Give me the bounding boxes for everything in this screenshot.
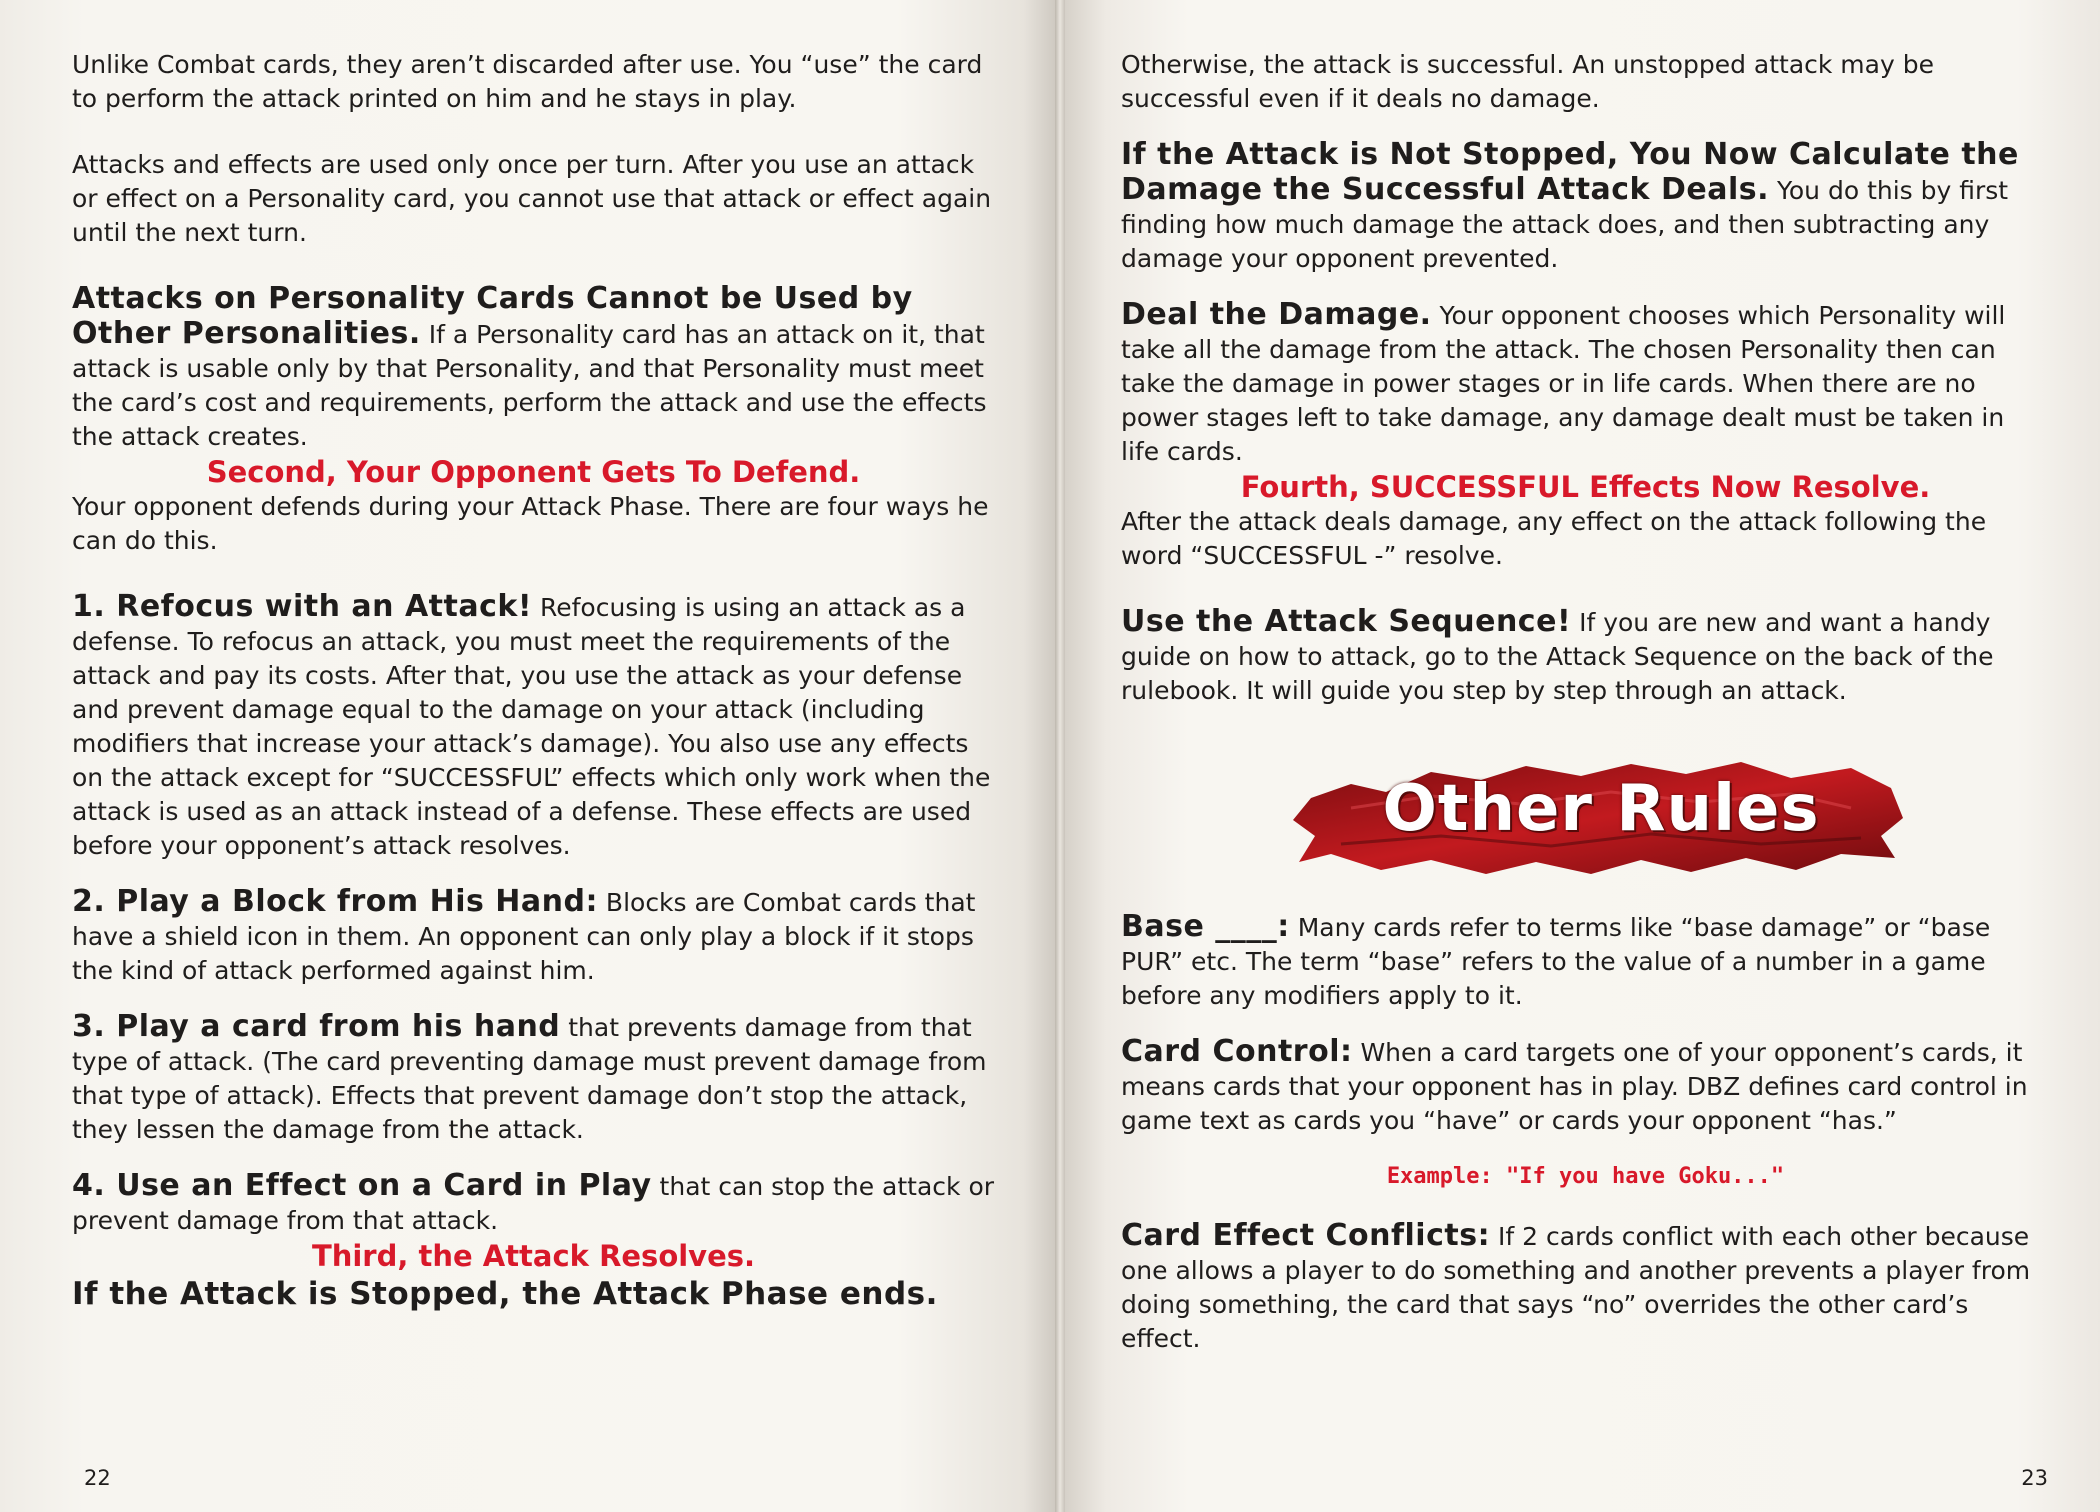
heading-fourth-successful: Fourth, SUCCESSFUL Effects Now Resolve. <box>1240 470 1931 504</box>
page-number-right: 23 <box>2021 1466 2048 1490</box>
text-card-effect-conflicts: If 2 cards conflict with each other because one allows a player to do something and another prevents a player from doing something, the card that says “no” overrides the other card’s effect. <box>1121 1222 2031 1353</box>
heading-third-resolves: Third, the Attack Resolves. <box>311 1239 756 1273</box>
paragraph-successful-effects: After the attack deals damage, any effect on the attack following the word “SUCCESSFUL -” resolve. <box>1121 507 1987 570</box>
heading-attacks-on-personality: Attacks on Personality Cards Cannot be Used by Other Personalities. <box>72 281 913 351</box>
paragraph-defend-intro: Your opponent defends during your Attack Phase. There are four ways he can do this. <box>72 492 989 555</box>
text-attack-stopped: If the Attack is Stopped, the Attack Phase ends. <box>72 1276 938 1312</box>
section-attacks-on-personality <box>72 282 995 454</box>
other-rules-banner <box>1291 758 1911 878</box>
text-card-control: When a card targets one of your opponent’s cards, it means cards that your opponent has in play. DBZ defines card control in game text as cards you “have” or cards your opponent “has.” <box>1121 1038 2028 1135</box>
paragraph-combat-cards: Unlike Combat cards, they aren’t discarded after use. You “use” the card to perform the attack printed on him and he stays in play. <box>72 50 983 113</box>
text-base: Many cards refer to terms like “base damage” or “base PUR” etc. The term “base” refers to the value of a number in a game before any modifiers apply to it. <box>1121 913 1991 1010</box>
right-page <box>1065 0 2100 1512</box>
heading-attack-sequence: Use the Attack Sequence! <box>1121 604 1572 639</box>
defense-option-refocus <box>72 590 995 863</box>
binding-gutter <box>1055 0 1065 1512</box>
page-number-left: 22 <box>84 1466 111 1490</box>
text-refocus: Refocusing is using an attack as a defense. To refocus an attack, you must meet the requirements of the attack and pay its costs. After that, you use the attack as your defense and prevent damage equal to the damage on your attack (including modifiers that increase your attack’s damage). You also use any effects on the attack except for “SUCCESSFUL” effects which only work when the attack is used as an attack instead of a defense. These effects are used before your opponent’s attack resolves. <box>72 593 991 860</box>
text-effect-in-play: that can stop the attack or prevent damage from that attack. <box>72 1172 995 1235</box>
heading-card-control: Card Control: <box>1121 1034 1353 1069</box>
defense-option-prevent-card <box>72 1010 995 1147</box>
section-calculate-damage <box>1121 138 2050 276</box>
paragraph-once-per-turn: Attacks and effects are used only once per turn. After you use an attack or effect on a Personality card, you cannot use that attack or effect again until the next turn. <box>72 150 992 247</box>
section-attack-sequence <box>1121 605 2050 708</box>
text-block: Blocks are Combat cards that have a shield icon in them. An opponent can only play a block if it stops the kind of attack performed against him. <box>72 888 976 985</box>
heading-calculate-damage: If the Attack is Not Stopped, You Now Calculate the Damage the Successful Attack Deals. <box>1121 137 2019 207</box>
heading-base: Base ____: <box>1121 909 1290 944</box>
section-deal-damage <box>1121 298 2050 469</box>
section-card-effect-conflicts <box>1121 1219 2050 1356</box>
defense-option-effect <box>72 1169 995 1238</box>
heading-deal-damage: Deal the Damage. <box>1121 297 1432 332</box>
heading-block: 2. Play a Block from His Hand: <box>72 884 598 919</box>
banner-title: Other Rules <box>1382 772 1820 846</box>
text-attack-sequence: If you are new and want a handy guide on how to attack, go to the Attack Sequence on the back of the rulebook. It will guide you step by step through an attack. <box>1121 608 1994 705</box>
text-attacks-on-personality: If a Personality card has an attack on it, that attack is usable only by that Personality, and that Personality must meet the card’s cost and requirements, perform the attack and use the effects the attack creates. <box>72 320 987 451</box>
defense-option-block <box>72 885 995 988</box>
heading-prevent-card: 3. Play a card from his hand <box>72 1009 561 1044</box>
section-card-control <box>1121 1035 2050 1138</box>
heading-refocus: 1. Refocus with an Attack! <box>72 589 533 624</box>
heading-second-defend: Second, Your Opponent Gets To Defend. <box>206 455 861 489</box>
section-base <box>1121 910 2050 1013</box>
example-goku: Example: "If you have Goku..." <box>1386 1164 1785 1189</box>
text-calculate-damage: You do this by first finding how much damage the attack does, and then subtracting any damage your opponent prevented. <box>1121 176 2009 273</box>
text-deal-damage: Your opponent chooses which Personality will take all the damage from the attack. The chosen Personality then can take the damage in power stages or in life cards. When there are no power stages left to take damage, any damage dealt must be taken in life cards. <box>1121 301 2006 466</box>
paragraph-attack-successful: Otherwise, the attack is successful. An unstopped attack may be successful even if it deals no damage. <box>1121 50 1934 113</box>
heading-effect-in-play: 4. Use an Effect on a Card in Play <box>72 1168 652 1203</box>
text-prevent-card: that prevents damage from that type of attack. (The card preventing damage must prevent damage from that type of attack). Effects that prevent damage don’t stop the attack, they lessen the damage from the attack. <box>72 1013 987 1144</box>
heading-card-effect-conflicts: Card Effect Conflicts: <box>1121 1218 1491 1253</box>
